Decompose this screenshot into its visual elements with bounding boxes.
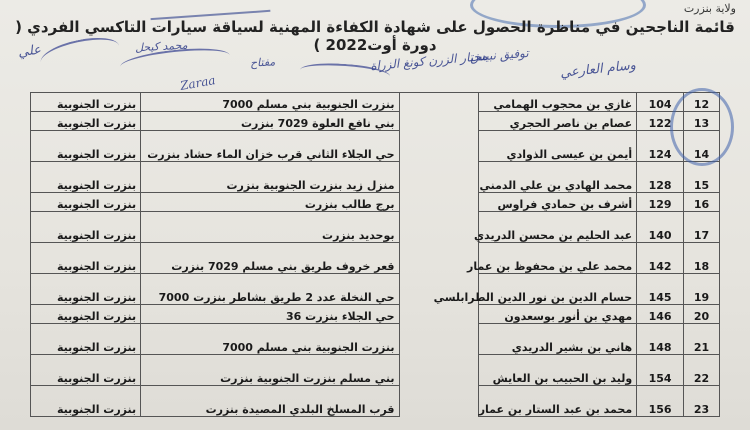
candidate-address: برج طالب بنزرت (141, 193, 399, 212)
column-gap (399, 112, 479, 131)
column-gap (399, 305, 479, 324)
row-number: 20 (684, 305, 720, 324)
table-row (31, 131, 720, 162)
candidate-id: 124 (637, 131, 684, 162)
delegation: بنزرت الجنوبية (31, 274, 141, 305)
candidate-name: غازي بن محجوب الهمامي (479, 93, 637, 112)
column-gap (399, 212, 479, 243)
delegation: بنزرت الجنوبية (31, 243, 141, 274)
candidate-id: 142 (637, 243, 684, 274)
table-row (31, 324, 720, 355)
candidate-id: 146 (637, 305, 684, 324)
candidate-address: حي الجلاء بنزرت 36 (141, 305, 399, 324)
candidate-name: عبد الحليم بن محسن الدريدي (479, 212, 637, 243)
delegation: بنزرت الجنوبية (31, 386, 141, 417)
candidate-id: 104 (637, 93, 684, 112)
candidate-address: بنزرت الجنوبية بني مسلم 7000 (141, 93, 399, 112)
signature: محمد كيحل (134, 38, 188, 55)
table-row (31, 274, 720, 305)
signature: Zaraa (179, 73, 217, 93)
column-gap (399, 131, 479, 162)
row-number: 21 (684, 324, 720, 355)
candidate-address: بني نافع العلوة 7029 بنزرت (141, 112, 399, 131)
candidate-address: قرب المسلخ البلدي المصيدة بنزرت (141, 386, 399, 417)
delegation: بنزرت الجنوبية (31, 131, 141, 162)
signature: توفيق نبيس (469, 45, 530, 65)
successful-candidates-table (30, 92, 720, 417)
candidate-address: قعر خروف طريق بني مسلم 7029 بنزرت (141, 243, 399, 274)
round-stamp (670, 88, 734, 166)
candidate-name: أيمن بن عيسى الذوادي (479, 131, 637, 162)
signature: مفتاح (249, 55, 276, 70)
row-number: 17 (684, 212, 720, 243)
row-number: 13 (684, 112, 720, 131)
delegation: بنزرت الجنوبية (31, 112, 141, 131)
table-row (31, 162, 720, 193)
table-row (31, 212, 720, 243)
delegation: بنزرت الجنوبية (31, 93, 141, 112)
candidate-id: 140 (637, 212, 684, 243)
table-row (31, 355, 720, 386)
column-gap (399, 355, 479, 386)
candidate-name: حسام الدين بن نور الدين الطرابلسي (479, 274, 637, 305)
candidate-name: محمد الهادي بن علي الدمني (479, 162, 637, 193)
column-gap (399, 193, 479, 212)
row-number: 18 (684, 243, 720, 274)
delegation: بنزرت الجنوبية (31, 193, 141, 212)
delegation: بنزرت الجنوبية (31, 162, 141, 193)
document-title: قائمة الناجحين في مناظرة الحصول على شهادة الكفاءة المهنية لسياقة سيارات التاكسي الفردي ( دورة أوت2022 ) (15, 18, 735, 54)
candidate-name: عصام بن ناصر الحجري (479, 112, 637, 131)
delegation: بنزرت الجنوبية (31, 212, 141, 243)
candidate-name: مهدي بن أنور بوسعدون (479, 305, 637, 324)
candidate-id: 128 (637, 162, 684, 193)
column-gap (399, 386, 479, 417)
region-label: ولاية بنزرت (683, 2, 736, 15)
candidate-id: 122 (637, 112, 684, 131)
candidate-id: 156 (637, 386, 684, 417)
candidate-id: 129 (637, 193, 684, 212)
table-row (31, 93, 720, 112)
candidate-id: 145 (637, 274, 684, 305)
row-number: 12 (684, 93, 720, 112)
candidate-name: وليد بن الحبيب بن العايش (479, 355, 637, 386)
column-gap (399, 93, 479, 112)
table-row (31, 243, 720, 274)
table-row (31, 112, 720, 131)
delegation: بنزرت الجنوبية (31, 324, 141, 355)
delegation: بنزرت الجنوبية (31, 305, 141, 324)
candidate-address: بني مسلم بنزرت الجنوبية بنزرت (141, 355, 399, 386)
candidate-name: هاني بن بشير الدريدي (479, 324, 637, 355)
row-number: 19 (684, 274, 720, 305)
candidate-name: محمد علي بن محفوظ بن عمار (479, 243, 637, 274)
table-row (31, 193, 720, 212)
column-gap (399, 324, 479, 355)
column-gap (399, 162, 479, 193)
delegation: بنزرت الجنوبية (31, 355, 141, 386)
candidate-name: أشرف بن حمادي فراوس (479, 193, 637, 212)
signature: وسام العارعي (559, 58, 637, 81)
candidate-id: 148 (637, 324, 684, 355)
row-number: 23 (684, 386, 720, 417)
table-row (31, 305, 720, 324)
candidate-address: بنزرت الجنوبية بني مسلم 7000 (141, 324, 399, 355)
row-number: 15 (684, 162, 720, 193)
candidate-address: حي النخلة عدد 2 طريق بشاطر بنزرت 7000 (141, 274, 399, 305)
candidate-address: حي الجلاء الثاني قرب خزان الماء حشاد بنزرت (141, 131, 399, 162)
signature: علي (17, 42, 42, 61)
signature: مختار الزرن كونغ الزراة (369, 48, 488, 74)
candidate-address: منزل زيد بنزرت الجنوبية بنزرت (141, 162, 399, 193)
candidate-name: محمد بن عبد الستار بن عمار (479, 386, 637, 417)
row-number: 14 (684, 131, 720, 162)
row-number: 16 (684, 193, 720, 212)
table-row (31, 386, 720, 417)
candidate-id: 154 (637, 355, 684, 386)
candidate-address: بوحديد بنزرت (141, 212, 399, 243)
row-number: 22 (684, 355, 720, 386)
